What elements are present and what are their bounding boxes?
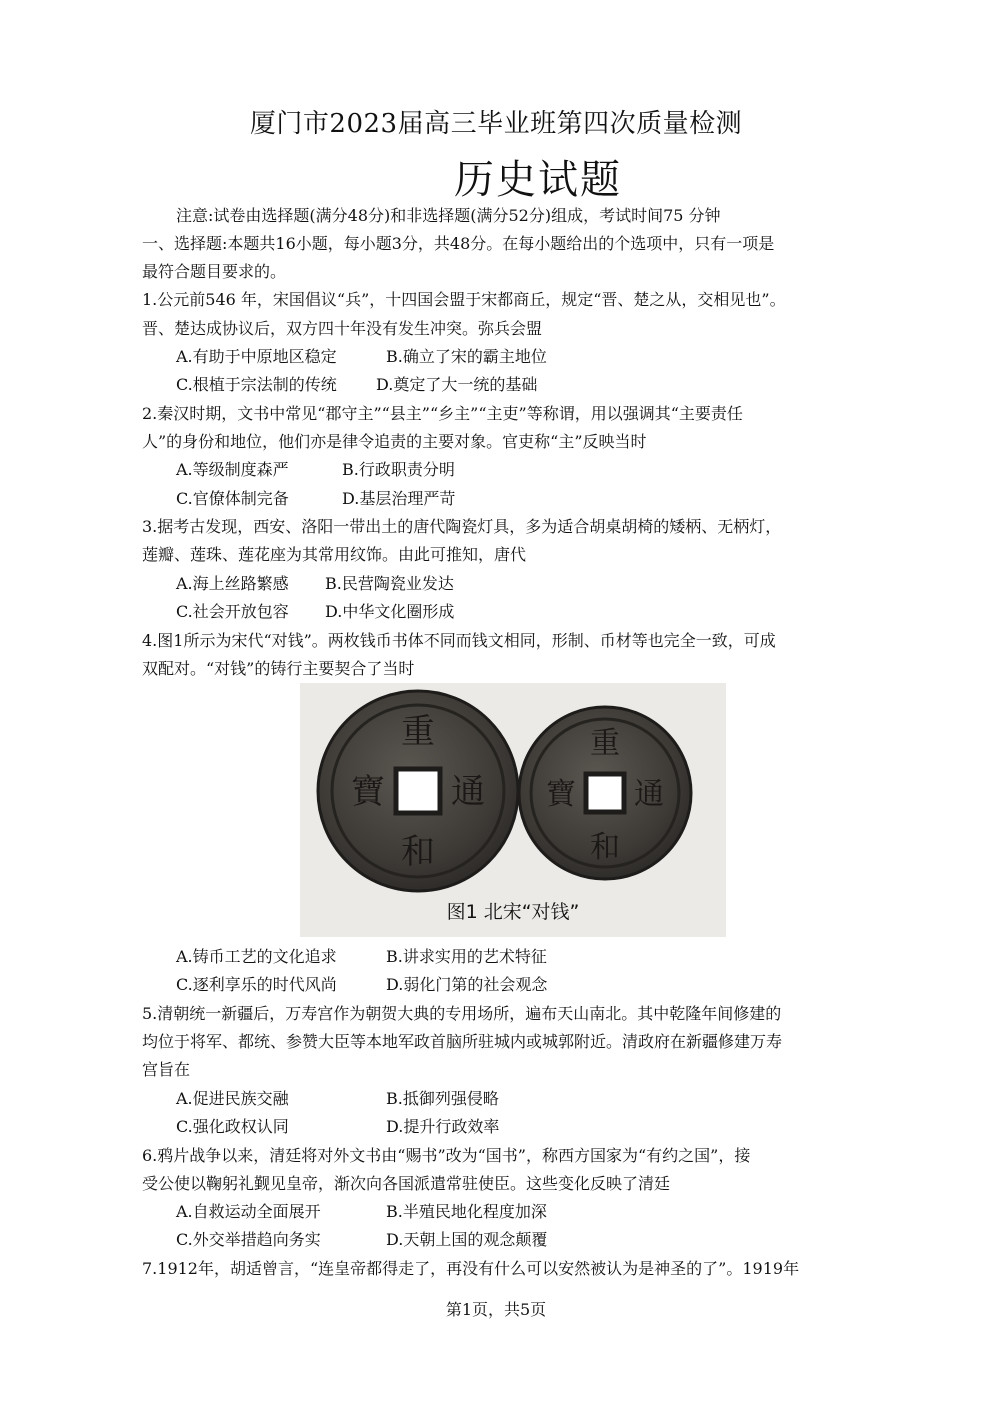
question-2-option-b: B.行政职责分明 bbox=[342, 460, 455, 479]
coin-right-char-bottom: 和 bbox=[590, 830, 620, 865]
question-1-option-d: D.奠定了大一统的基础 bbox=[376, 375, 538, 394]
question-4-option-a: A.铸币工艺的文化追求 bbox=[176, 947, 337, 966]
exam-title: 厦门市2023届高三毕业班第四次质量检测 bbox=[249, 109, 743, 139]
question-3-option-b: B.民营陶瓷业发达 bbox=[325, 574, 454, 593]
question-3-option-a: A.海上丝路繁感 bbox=[176, 574, 289, 593]
coin-right bbox=[519, 707, 691, 879]
question-5-option-a: A.促进民族交融 bbox=[176, 1089, 289, 1108]
question-5-option-c: C.强化政权认同 bbox=[176, 1117, 289, 1136]
coin-left-char-left: 寶 bbox=[351, 772, 385, 812]
coin-left bbox=[318, 691, 518, 891]
question-4-option-c: C.逐利享乐的时代风尚 bbox=[176, 975, 337, 994]
figure-caption: 图1 北宋“对钱” bbox=[446, 901, 580, 923]
question-4-stem-line2: 双配对。“对钱”的铸行主要契合了当时 bbox=[142, 659, 415, 678]
coin-left-char-bottom: 和 bbox=[401, 832, 435, 872]
question-1-stem-line1: 1.公元前546 年，宋国倡议“兵”，十四国会盟于宋都商丘，规定“晋、楚之从，交相见也”。 bbox=[142, 290, 786, 309]
coin-left-char-top: 重 bbox=[401, 712, 435, 752]
question-6-option-b: B.半殖民地化程度加深 bbox=[386, 1202, 547, 1221]
question-2-stem-line1: 2.秦汉时期，文书中常见“郡守主”“县主”“乡主”“主吏”等称谓，用以强调其“主要责任 bbox=[142, 404, 743, 423]
section-instruction-line1: 一、选择题:本题共16小题，每小题3分，共48分。在每小题给出的个选项中，只有一项是 bbox=[142, 234, 775, 253]
question-3-stem-line2: 莲瓣、莲珠、莲花座为其常用纹饰。由此可推知，唐代 bbox=[142, 545, 527, 564]
question-3-option-c: C.社会开放包容 bbox=[176, 602, 289, 621]
question-5-stem-line1: 5.清朝统一新疆后，万寿宫作为朝贺大典的专用场所，遍布天山南北。其中乾隆年间修建的 bbox=[142, 1004, 782, 1023]
page-footer: 第1页，共5页 bbox=[445, 1300, 547, 1319]
coin-right-char-left: 寶 bbox=[546, 777, 576, 812]
question-1-option-c: C.根植于宗法制的传统 bbox=[176, 375, 337, 394]
question-3-stem-line1: 3.据考古发现，西安、洛阳一带出土的唐代陶瓷灯具，多为适合胡桌胡椅的矮柄、无柄灯， bbox=[142, 517, 782, 536]
question-6-option-a: A.自救运动全面展开 bbox=[176, 1202, 321, 1221]
question-2-option-c: C.官僚体制完备 bbox=[176, 489, 289, 508]
question-6-stem-line2: 受公使以鞠躬礼觐见皇帝，渐次向各国派遣常驻使臣。这些变化反映了清廷 bbox=[142, 1174, 671, 1193]
question-3-option-d: D.中华文化圈形成 bbox=[325, 602, 455, 621]
question-5-stem-line3: 宫旨在 bbox=[142, 1060, 191, 1079]
coin-left-char-right: 通 bbox=[451, 772, 485, 812]
question-2-stem-line2: 人”的身份和地位，他们亦是律令追责的主要对象。官吏称“主”反映当时 bbox=[142, 432, 647, 451]
question-4-option-b: B.讲求实用的艺术特征 bbox=[386, 947, 547, 966]
question-5-stem-line2: 均位于将军、都统、参赞大臣等本地军政首脑所驻城内或城郭附近。清政府在新疆修建万寿 bbox=[142, 1032, 783, 1051]
coin-right-char-top: 重 bbox=[590, 726, 620, 761]
question-2-option-d: D.基层治理严苛 bbox=[342, 489, 456, 508]
question-6-stem-line1: 6.鸦片战争以来，清廷将对外文书由“赐书”改为“国书”，称西方国家为“有约之国”，接 bbox=[142, 1146, 751, 1165]
section-instruction-line2: 最符合题目要求的。 bbox=[142, 262, 287, 281]
question-1-option-a: A.有助于中原地区稳定 bbox=[176, 347, 337, 366]
question-4-option-d: D.弱化门第的社会观念 bbox=[386, 975, 548, 994]
coin-figure bbox=[300, 683, 726, 937]
subject-title: 历史试题 bbox=[454, 157, 622, 203]
question-6-option-c: C.外交举措趋向务实 bbox=[176, 1230, 321, 1249]
question-1-stem-line2: 晋、楚达成协议后，双方四十年没有发生冲突。弥兵会盟 bbox=[142, 319, 543, 338]
question-1-option-b: B.确立了宋的霸主地位 bbox=[386, 347, 547, 366]
coin-right-char-right: 通 bbox=[634, 777, 664, 812]
question-7-stem-line1: 7.1912年，胡适曾言，“连皇帝都得走了，再没有什么可以安然被认为是神圣的了”。1919年 bbox=[142, 1259, 800, 1278]
question-2-option-a: A.等级制度森严 bbox=[176, 460, 289, 479]
question-6-option-d: D.天朝上国的观念颠覆 bbox=[386, 1230, 548, 1249]
question-5-option-b: B.抵御列强侵略 bbox=[386, 1089, 499, 1108]
notice-text: 注意:试卷由选择题(满分48分)和非选择题(满分52分)组成，考试时间75 分钟 bbox=[176, 206, 721, 225]
question-4-stem-line1: 4.图1所示为宋代“对钱”。两枚钱币书体不同而钱文相同，形制、币材等也完全一致，可成 bbox=[142, 631, 776, 650]
question-5-option-d: D.提升行政效率 bbox=[386, 1117, 500, 1136]
